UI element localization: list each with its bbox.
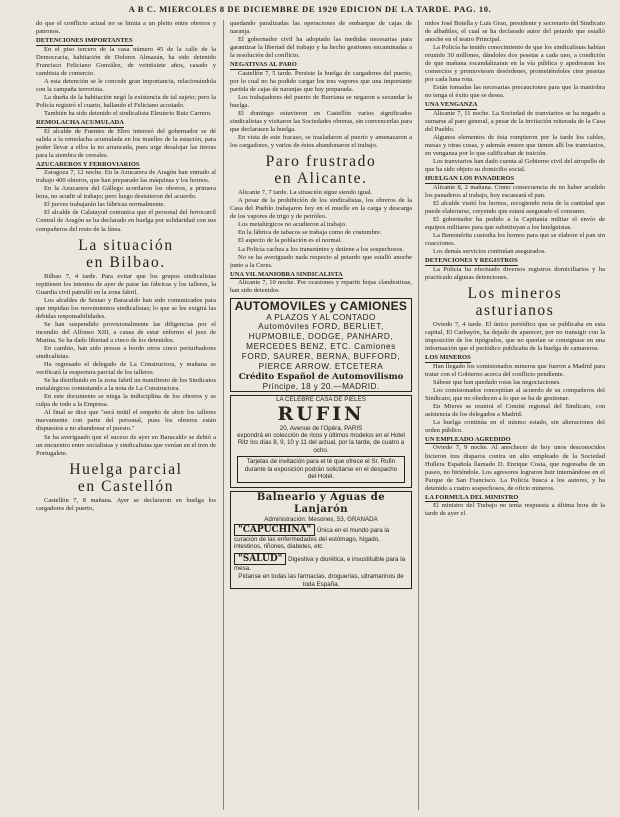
paragraph: La dueña de la habitación negó la existencia de tal sujeto; pero la Policía registró el cuarto, hallando el Feliciano acostado. [36,93,216,109]
paragraph: Oviedo 7, 9 noche. Al anochecer de hoy unos desconocidos hicieron tres disparos contra un alto empleado de la Sociedad Hullera Española llamado D. Enrique Costa, que regresaba de un paseo, no hiriéndole. Los agresores lograron huir internándose en el Parque de San Francisco. La Policía busca a los autores, y ha detenido a cuatro sospechosos, de oficio mineros. [425,444,605,492]
paragraph: A pesar de la prohibición de los sindicalistas, los obreros de la Casa del Pueblo trabajaron hoy en el muelle en la carga y descarga de los vapores de trigo y de petróleo. [230,197,412,221]
ad-brand-name: RUFIN [277,402,365,425]
ad-company-name: Crédito Español de Automovilismo [238,372,404,383]
paragraph: La Policía ha efectuado diversos registros domiciliarios y ha practicado algunas detenciones. [425,265,605,281]
paragraph: Ha regresado el delegado de La Constructora, y mañana se verificará la reapertura parcial de los talleres. [36,361,216,377]
ad-capuchina-text: Única en el mundo para la curación de las enfermedades del estómago, hígado, intestinos, riñones, diabetes, etc. [234,526,390,551]
article-title-castellon [36,461,216,495]
paragraph: Oviedo 7, 4 tarde. El único periódico que se publicaba en esta capital, El Carbayón, ha dejado de aparecer, por no transigir con la imposición de los tipógrafos, que no querían se consignase en una información que el periódico publicaba de la huelga de camareros. [425,320,605,352]
paragraph: Castellón 7, 8 mañana. Ayer se declararon en huelga los cargadores del puerto, [36,496,216,512]
paragraph: El alcalde visitó los hornos, recogiendo nota de la cantidad que puede elaborarse, creyendo que estará asegurado el consumo. [425,199,605,215]
paragraph: En la fábrica de tabacos se trabaja como de costumbre. [238,229,382,237]
article-title-mineros [425,285,605,319]
paragraph: Los demás servicios continúan asegurados. [433,248,546,256]
paragraph: La Policía ha tenido conocimiento de que los sindicalistas habían reunido 30 millones, dándoles dos pesetas a cada uno, a condición de que mañana escandalizaran en la vía pública y apedrearan los comercios y promoviesen desórdenes, prometiéndoles cien pesetas por cada luna rota. [425,44,605,84]
section-subheading: LOS MINEROS [425,354,471,362]
paragraph: nidos José Botella y Luis Grao, presidente y secretario del Sindicato de albañiles, el cual se ha declarado autor del petardo que estalló anoche en el teatro Principal. [425,20,605,44]
paragraph: En cambio, han sido presos a bordo otros cinco perturbadores sindicalistas. [36,345,216,361]
paragraph: Castellón 7, 5 tarde. Persiste la huelga de cargadores del puerto, por lo cual no ha podido cargar los tres vapores que una importante partida de cajas de naranjas que hay preparada. [230,69,412,93]
column-rule [418,20,419,810]
column-left [36,20,216,812]
section-subheading: UN EMPLEADO AGREDIDO [425,435,511,443]
paragraph: Alicante 7, 10 noche. Por ocasiones y repartir hojas clandestinas, han sido detenidos [230,279,412,295]
paragraph: Los comisionados conceptúan al acuerdo de su compañeros del Sindicato, que no obedecen a lo que se ha de gestionar. [425,386,605,402]
paragraph: Han llegado los comisionados mineros que fueron a Madrid para tratar con el Gobierno acerca del conflicto pendiente. [425,362,605,378]
paragraph: Se han suspendido provisionalmente las diligencias por el incendio del Alfonso XIII, a causa de estar enfermo el juez de Marina. Se ha dado libertad a cinco de los detenidos. [36,320,216,344]
paragraph: En este documento se niega la indisciplina de los obreros y se culpa de todo a la Empresa. [36,393,216,409]
section-subheading: DETENCIONES Y REGISTROS [425,257,518,265]
paragraph: Sábese que han quedado rotas las negociaciones. [433,378,561,386]
paragraph: Alicante 7, 11 noche. La Sociedad de tranviarios se ha negado a sumarse al paro general, a pesar de la invitación reiterada de la Casa del Pueblo. [425,109,605,134]
ad-brand-list: Automóviles FORD, BERLIET, HUPMOBILE, DODGE, PANHARD, MERCEDES BENZ, ETC. Camiones FORD, SAURER, BERNA, BUFFORD, PIERCE ARROW. ETCETERA [241,322,401,372]
column-rule [223,20,224,810]
paragraph: El aspecto de la población es el normal. [238,237,342,245]
paragraph: La Policía cachea a los transeúntes y detiene a los sospechosos. [238,245,404,253]
paragraph: El gobernador ha pedido a la Capitanía militar el envío de equipos militares para que substituyan a los huelguistas. [425,216,605,232]
article-title-alicante [230,153,412,187]
section-subheading: AZUCAREROS Y FERROVIARIOS [36,160,140,168]
paragraph: Se ha distribuido en la zona fabril un manifiesto de los Sindicatos metalúrgicos contestando a la nota de La Constructora. [36,377,216,393]
section-subheading: UNA VENGANZA [425,101,478,109]
advertisement-automoviles [230,298,412,392]
paragraph: Bilbao 7, 4 tarde. Para evitar que los grupos sindicalistas repitiesen los intentos de ayer de parar las fábricas y los talleres, la Guardia civil patrulló en la zona fabril. [36,272,216,296]
section-subheading: UNA VIL MANIOBRA SINDICALISTA [230,270,343,278]
ad-salud-text: Digestiva y diurética, e insustituible para la mesa. [234,555,406,572]
section-subheading: LA FORMULA DEL MINISTRO [425,493,519,501]
paragraph: Los metalúrgicos no acudieron al trabajo. [238,221,347,229]
article-title-bilbao [36,237,216,271]
ad-headline: AUTOMOVILES y CAMIONES [234,299,408,314]
ad-top-line: LA CELEBRE CASA DE PIELES [276,396,366,404]
ad-invitation-box: Tarjetas de invitación para el té que ofrece el Sr. Rufin durante la exposición podrán solicitarse en el despacho del Hotel. [237,456,405,482]
paragraph: quedando paralizadas las operaciones de embarque de cajas de naranja. [230,20,412,36]
ad-address: 20, Avenue de l'Opéra, PARIS [279,424,363,432]
paragraph: En vista de este fracaso, se trasladaron al puerto y amenazaron a los cargadores, y varios de éstos abandonaron el trabajo. [230,134,412,150]
paragraph: Alicante 7, 7 tarde. La situación sigue siendo igual. [238,189,373,197]
paragraph: La Benemérita custodia los hornos para que se elabore el pan sin coacciones. [425,232,605,248]
ad-salud-block [231,552,411,573]
paragraph: Al final se dice que "será inútil el empeño de abrir los talleres nuevamente con parte del personal, pues los obreros están dispuestos a no abandonar el puesto." [36,409,216,433]
paragraph: Algunos elementos de ésta rompieron por la tarde los cables, mesas y otras cosas, y además ensere que tienen allí los tranviarios, en venganza por lo que calificaban de traición. [425,134,605,158]
paragraph: Los trabajadores del puerto de Burriana se negaron a secundar la huelga. [230,93,412,109]
title-line: Los mineros [467,284,563,302]
paragraph: También ha sido detenido el sindicalista Eleuterio Ruiz Carrero. [44,109,212,117]
title-line: en Alicante. [274,170,368,188]
paragraph: Están tomadas las necesarias precauciones para que la maniobra no tenga el éxito que se desea. [425,84,605,100]
ad-body-text: expondrá en colección de ricos y últimos modelos en el Hotel Ritz los días 8, 9, 10 y 11 del actual, por la tarde, de cuatro a ocho. [237,432,405,454]
ad-label-salud: "SALUD" [234,553,286,565]
ad-capuchina-block [231,523,411,552]
title-line: La situación [78,236,174,254]
column-middle [230,20,412,812]
paragraph: En el piso tercero de la casa número 45 de la calle de la Democracia, habitación de Dolores Almazán, ha sido detenido Francisco Feliciano González, de veintisiete años, casado y cambista de comercio. [36,45,216,77]
paragraph: El gobernador civil ha adoptado las medidas necesarias para garantizar la libertad del trabajo y ha hecho gestiones encaminadas a la resolución del conflicto. [230,36,412,60]
title-line: en Bilbao. [86,253,166,271]
paragraph: El domingo estuvieron en Castellón varios significados sindicalistas y visitaron las Sociedades obreras, sin convencerlas para que declarasen la huelga. [230,109,412,134]
paragraph: El alcalde de Fuentes de Ebro interesó del gobernador se dé salida a la remolacha acumulada en los muelles de la estación, para poder llevar a ellos la no arrancada, pues urge desalojar las tierras para la siembra de cereales. [36,127,216,159]
paragraph: Los alcaldes de Sestao y Baracaldo han sido comunicados para que impidan los movimientos sindicalistas; lo que se les exigirá las debidas responsabilidades. [36,296,216,320]
ad-address: Príncipe, 18 y 20.—MADRID. [262,382,380,392]
ad-subheadline: A PLAZOS Y AL CONTADO [266,313,376,323]
advertisement-rufin [230,395,412,487]
ad-footer: Pídanse en todas las farmacias, droguerías, ultramarinos de toda España. [238,573,404,588]
paragraph: La huelga continúa en el mismo estado, sin alteraciones del orden público. [425,418,605,434]
ad-headline: Balneario y Aguas de Lanjarón [256,491,386,515]
paragraph: Se ha averiguado que el suceso de ayer en Baracaldo se debió a un encuentro entre socialistas y sindicalistas que venían en el tren de Portugalete. [36,433,216,457]
ad-label-capuchina: "CAPUCHINA" [234,524,315,536]
advertisement-lanjaron [230,491,412,589]
paragraph: En la Azucarera del Gállego acordaron los obreros, a primera hora, no acudir al trabajo; pero luego desistieron del acuerdo. [36,185,216,201]
title-line: en Castellón [77,477,175,495]
paragraph: Alicante 8, 2 mañana. Como consecuencia de no haber acudido los panaderos al trabajo, hoy escaseará el pan. [425,183,605,199]
paragraph: El alcalde de Calatayud comunica que el personal del ferrocarril Central de Aragón se ha declarado en huelga por solidaridad con sus compañeros del resto de la línea. [36,209,216,233]
column-right [425,20,605,812]
paragraph: El jueves trabajarán las fábricas normalmente. [44,201,166,209]
section-subheading: REMOLACHA ACUMULADA [36,119,124,127]
paragraph: No se ha averiguado nada respecto al petardo que estalló anoche junto a la Ceres. [230,253,412,269]
paragraph: Los tranviarios han dado cuenta al Gobierno civil del atropello de que ha sido objeto su domicilio social. [425,158,605,174]
section-subheading: DETENCIONES IMPORTANTES [36,37,133,45]
paragraph: A esta detención se le concede gran importancia, relacionándola con la campaña terrorista. [36,77,216,93]
title-line: Paro frustrado [265,153,377,171]
ad-admin-address: Administración: Mesones, 53, GRANADA [264,515,378,523]
title-line: Huelga parcial [69,460,183,478]
paragraph: Zaragoza 7, 12 noche. En la Azucarera de Aragón han entrado al trabajo 400 obreros, que han preparado las máquinas y los hornos. [36,169,216,185]
section-subheading: NEGATIVAS AL PARO [230,61,297,69]
paragraph: do que el conflicto actual no se limita a un pleito entre obreros y patronos. [36,20,216,36]
title-line: asturianos [475,301,555,319]
section-subheading: HUELGAN LOS PANADEROS [425,175,515,183]
paragraph: En Mieres se reunirá el Comité regional del Sindicato, con asistencia de los delegados a Madrid. [425,402,605,418]
page-header: A B C. MIERCOLES 8 DE DICIEMBRE DE 1920 EDICION DE LA TARDE. PAG. 10. [128,4,492,14]
paragraph: El ministro del Trabajo no tenía respuesta a última hora de la tarde de ayer el [425,502,605,518]
